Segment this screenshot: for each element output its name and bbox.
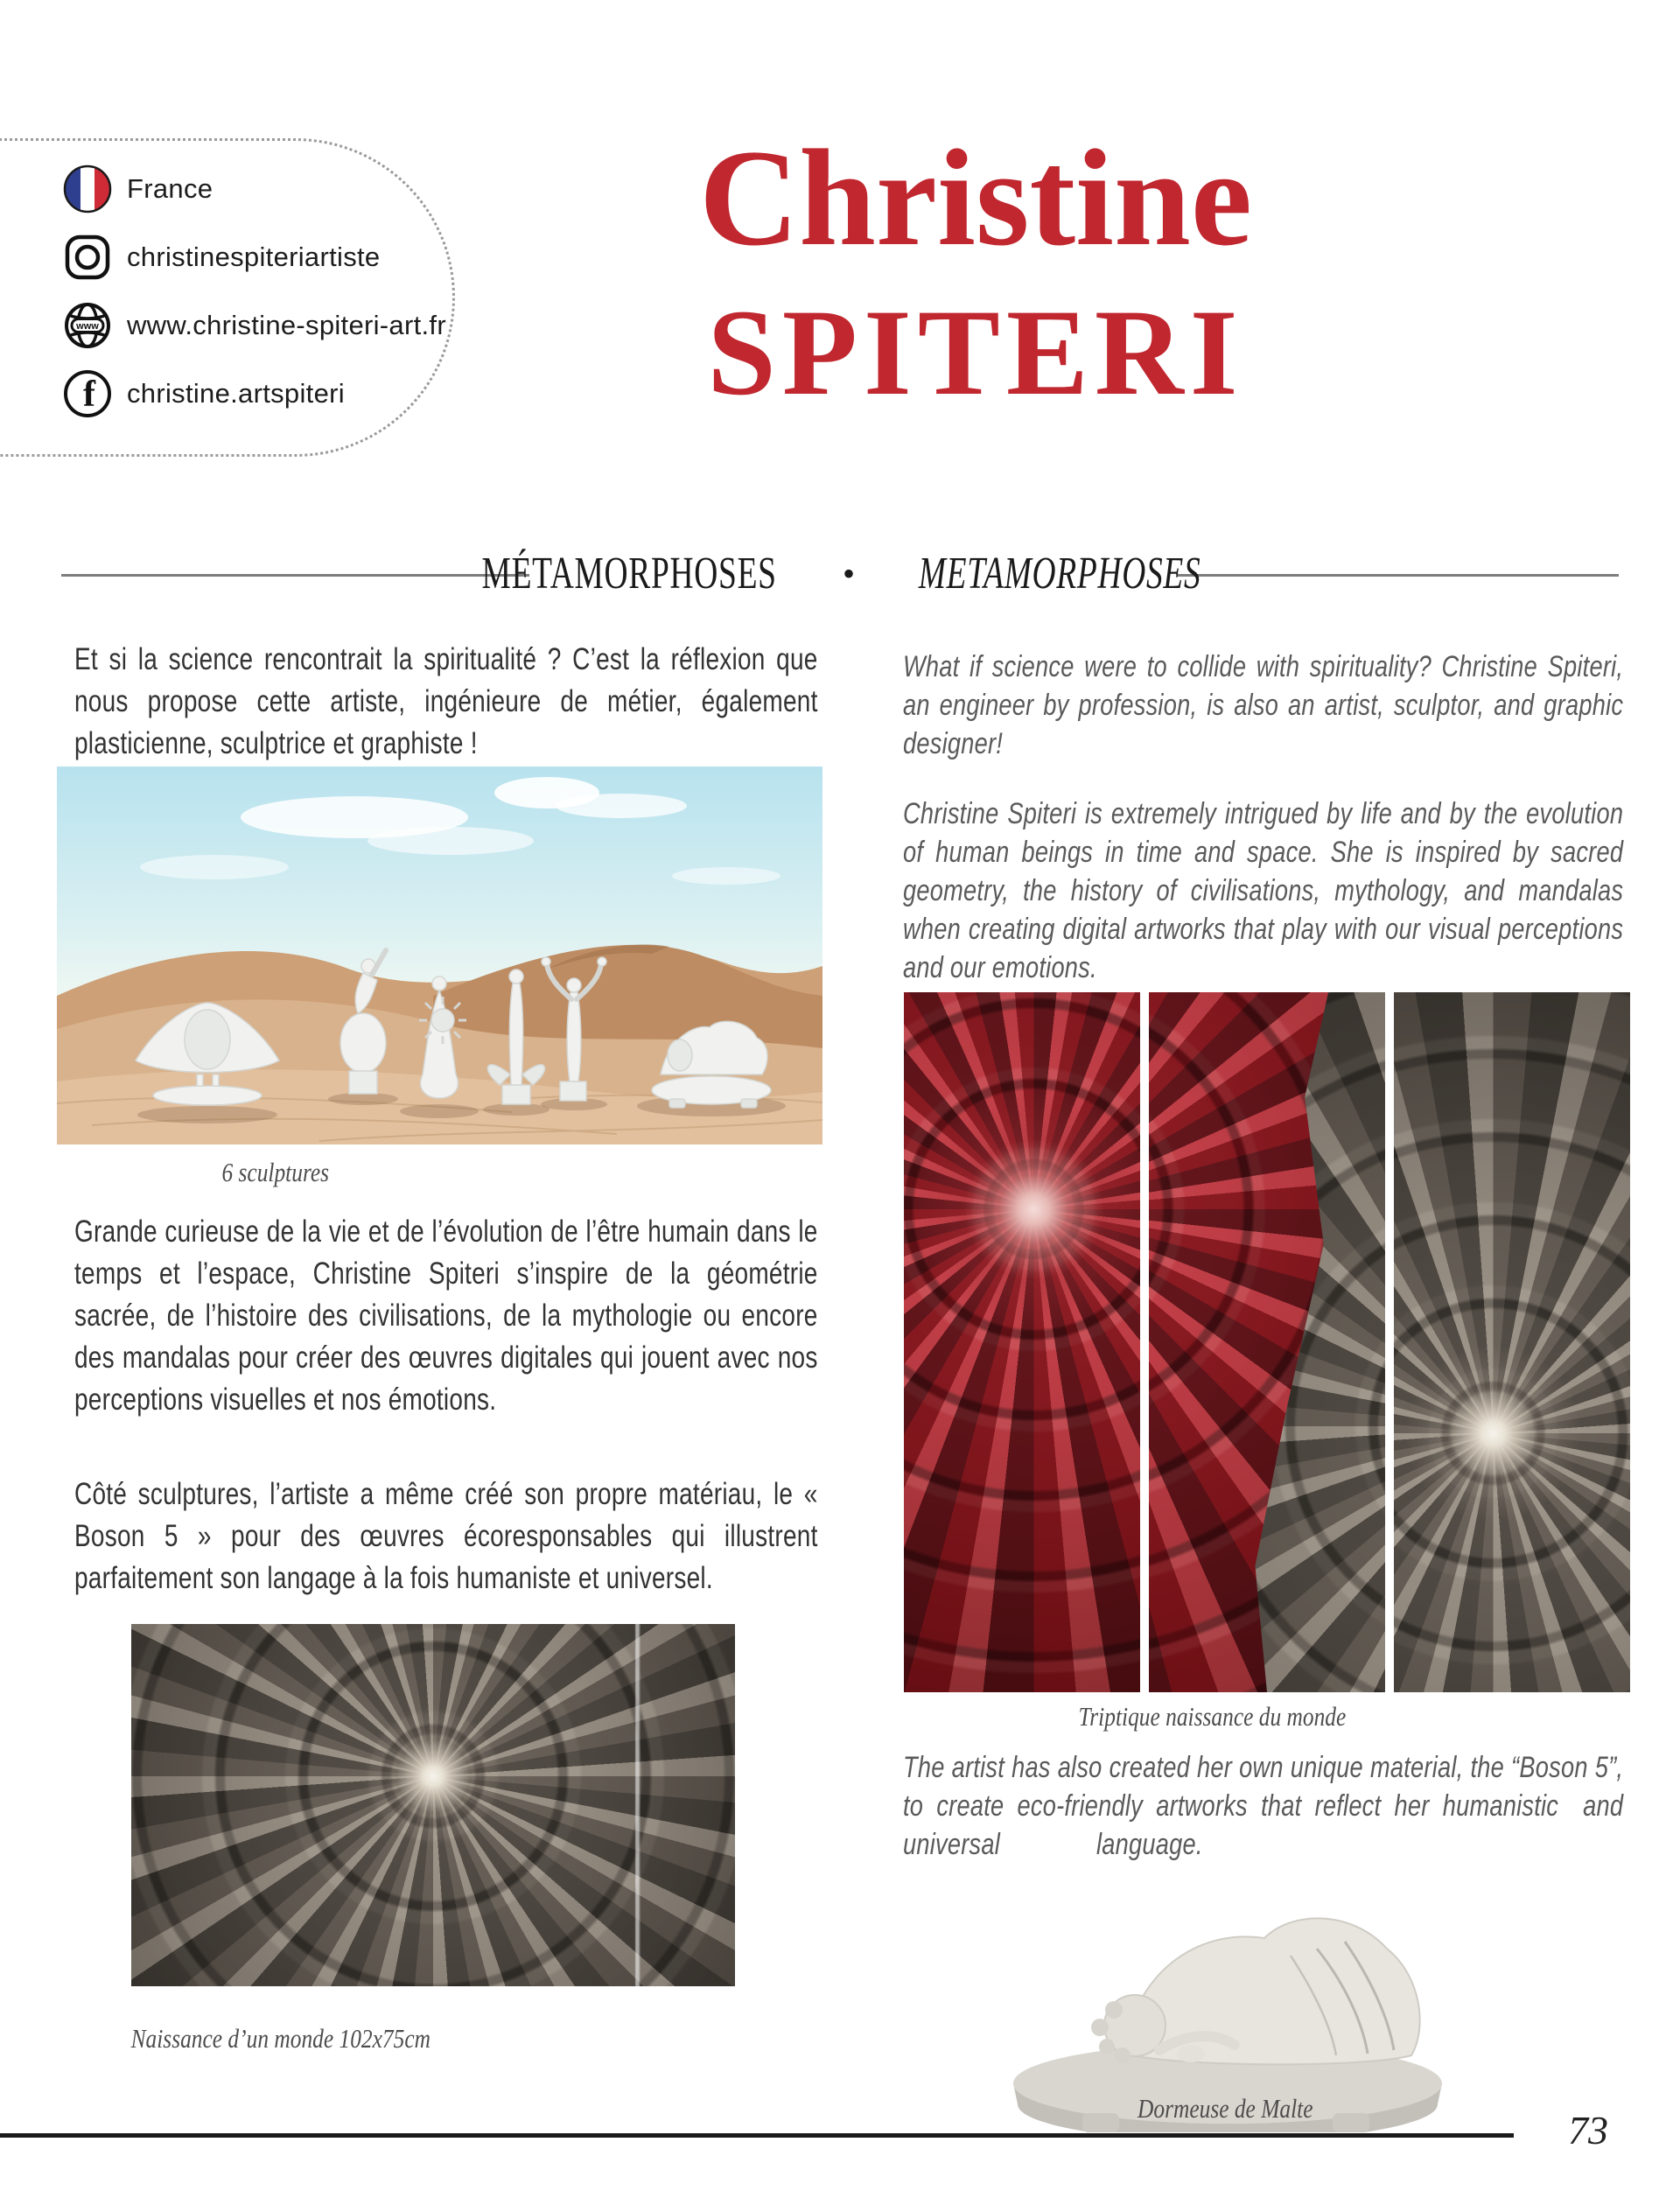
title-last-name: SPITERI <box>707 284 1244 421</box>
english-paragraph-3-part-c: language. <box>1096 1828 1203 1861</box>
instagram-handle[interactable]: christinespiteriartiste <box>127 242 381 272</box>
french-paragraph-2: Grande curieuse de la vie et de l’évolution de l’être humain dans le temps et l’espace, Christine Spiteri s’inspire de la géométrie sacrée, de l’histoire des civilisations, de la mythologie ou encore des mandalas pour créer des œuvres digitales qui jouent avec nos perceptions visuelles et nos émotions. <box>74 1214 818 1417</box>
svg-text:f: f <box>83 374 95 415</box>
artist-contact-card <box>0 138 455 457</box>
english-paragraph-2: Christine Spiteri is extremely intrigued by life and by the evolution of human beings in time and space. She is inspired by sacred geometry, the history of civilisations, mythology, and mandalas when creating digital artworks that play with our visual perceptions and our emotions. <box>903 797 1624 984</box>
website-url[interactable]: www.christine-spiteri-art.fr <box>127 310 446 340</box>
mandala-fold-seam <box>131 1624 735 1986</box>
caption-triptych: Triptique naissance du monde <box>1078 1701 1346 1732</box>
caption-6-sculptures: 6 sculptures <box>221 1157 330 1187</box>
triptych-panel-middle <box>1149 992 1385 1692</box>
country-label: France <box>127 173 214 204</box>
instagram-icon <box>62 232 113 283</box>
svg-text:www: www <box>76 321 99 332</box>
page-number: 73 <box>1568 2108 1608 2152</box>
france-flag-icon <box>62 164 113 214</box>
section-title-en: METAMORPHOSES <box>918 549 1201 598</box>
triptych-panel-right <box>1394 992 1630 1692</box>
artist-name-title <box>612 112 1339 421</box>
globe-www-icon <box>62 300 113 351</box>
caption-dormeuse: Dormeuse de Malte <box>1137 2093 1313 2124</box>
title-first-name: Christine <box>699 122 1252 275</box>
triptych-artwork <box>904 992 1630 1692</box>
english-paragraph-3-part-a: The artist has also created her own unique material, the “Boson 5”, to create eco-friendly artworks that reflect her <box>903 1751 1624 1823</box>
sleeper-sculpture-photo <box>1002 1824 1452 2132</box>
mandala-artwork-naissance <box>131 1624 735 1986</box>
contact-row-facebook[interactable] <box>62 367 345 421</box>
footer-rule <box>0 2133 1514 2138</box>
section-header <box>0 548 1680 599</box>
section-title-fr: MÉTAMORPHOSES <box>481 549 777 598</box>
caption-naissance: Naissance d’un monde 102x75cm <box>130 2023 430 2054</box>
french-paragraph-1: Et si la science rencontrait la spiritualité ? C’est la réflexion que nous propose cette artiste, ingénieure de métier, également plasticienne, sculptrice et graphiste ! <box>74 642 818 760</box>
contact-row-country <box>62 162 213 216</box>
facebook-handle[interactable]: christine.artspiteri <box>127 378 345 409</box>
english-paragraph-1: What if science were to collide with spirituality? Christine Spiteri, an engineer by profession, is also an artist, sculptor, and graphic designer! <box>903 650 1624 760</box>
contact-row-website[interactable] <box>62 298 446 353</box>
contact-row-instagram[interactable] <box>62 230 380 284</box>
desert-sculptures-photo <box>57 766 822 1144</box>
facebook-icon <box>62 368 113 419</box>
bullet-separator: • <box>843 553 856 593</box>
triptych-panel-left <box>904 992 1140 1692</box>
english-paragraph-3-part-b: humanistic and universal <box>903 1789 1624 1861</box>
french-paragraph-3: Côté sculptures, l’artiste a même créé son propre matériau, le « Boson 5 » pour des œuvres écoresponsables qui illustrent parfaitement son langage à la fois humaniste et universel. <box>74 1477 818 1595</box>
